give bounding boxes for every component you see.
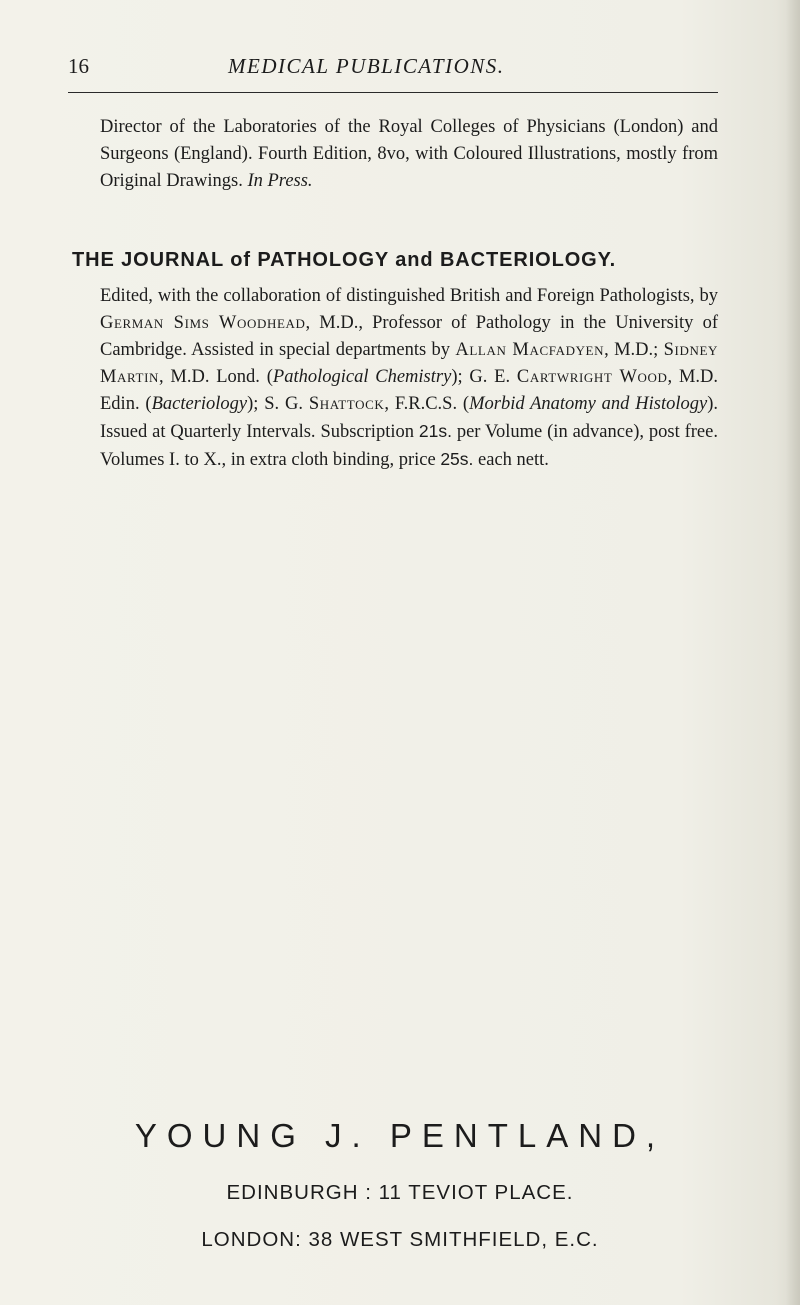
desc-text: , M.D. Edin. ( bbox=[100, 367, 719, 414]
desc-text: Edited, with the collaboration of distinguished British and Foreign Pathologists, by bbox=[100, 286, 718, 306]
desc-text: ). Issued at Quarterly Intervals. Subscription bbox=[100, 394, 719, 442]
publisher-name: YOUNG J. PENTLAND, bbox=[134, 1117, 666, 1154]
desc-text: ); S. G. bbox=[247, 394, 309, 414]
department: Morbid Anatomy and Histology bbox=[469, 394, 708, 414]
continued-entry bbox=[100, 114, 718, 195]
page-number: 16 bbox=[68, 54, 89, 78]
running-head: MEDICAL PUBLICATIONS. bbox=[228, 54, 505, 78]
department: Bacteriology bbox=[151, 394, 248, 414]
desc-text: , M.D., Professor of Pathology in the University of Cambridge. Assisted in special departments by bbox=[100, 313, 718, 360]
subscription-price: 21s. bbox=[418, 421, 452, 441]
desc-text: ); G. E. bbox=[451, 367, 517, 387]
page-header bbox=[68, 54, 718, 94]
publication-status: In Press. bbox=[247, 171, 313, 191]
journal-description bbox=[100, 283, 718, 474]
volume-price: 25s. bbox=[440, 449, 474, 469]
assistant-name: Allan Macfadyen bbox=[455, 340, 605, 360]
desc-text: , M.D. Lond. ( bbox=[159, 367, 273, 387]
assistant-name: Cartwright Wood bbox=[516, 367, 668, 387]
desc-text: per Volume (in advance), post free. Volumes I. to X., in extra cloth binding, price bbox=[100, 422, 718, 470]
desc-text: , M.D.; bbox=[604, 340, 664, 360]
department: Pathological Chemistry bbox=[272, 367, 452, 387]
edinburgh-address: EDINBURGH : 11 TEVIOT PLACE. bbox=[226, 1181, 574, 1204]
assistant-name: Sidney Martin bbox=[100, 340, 718, 387]
continued-entry-text: Director of the Laboratories of the Royal Colleges of Physicians (London) and Surgeons (England). Fourth Edition, 8vo, with Coloured Illustrations, mostly from Original Drawings. bbox=[100, 117, 718, 191]
page-edge-shadow bbox=[786, 0, 800, 1305]
journal-title: THE JOURNAL of PATHOLOGY and BACTERIOLOGY. bbox=[72, 249, 617, 271]
assistant-name: Shattock bbox=[308, 394, 385, 414]
editor-name: German Sims Woodhead bbox=[100, 313, 306, 333]
header-rule bbox=[68, 92, 718, 93]
london-address: LONDON: 38 WEST SMITHFIELD, E.C. bbox=[201, 1228, 599, 1251]
desc-text: , F.R.C.S. ( bbox=[384, 394, 470, 414]
desc-text: each nett. bbox=[473, 450, 549, 470]
